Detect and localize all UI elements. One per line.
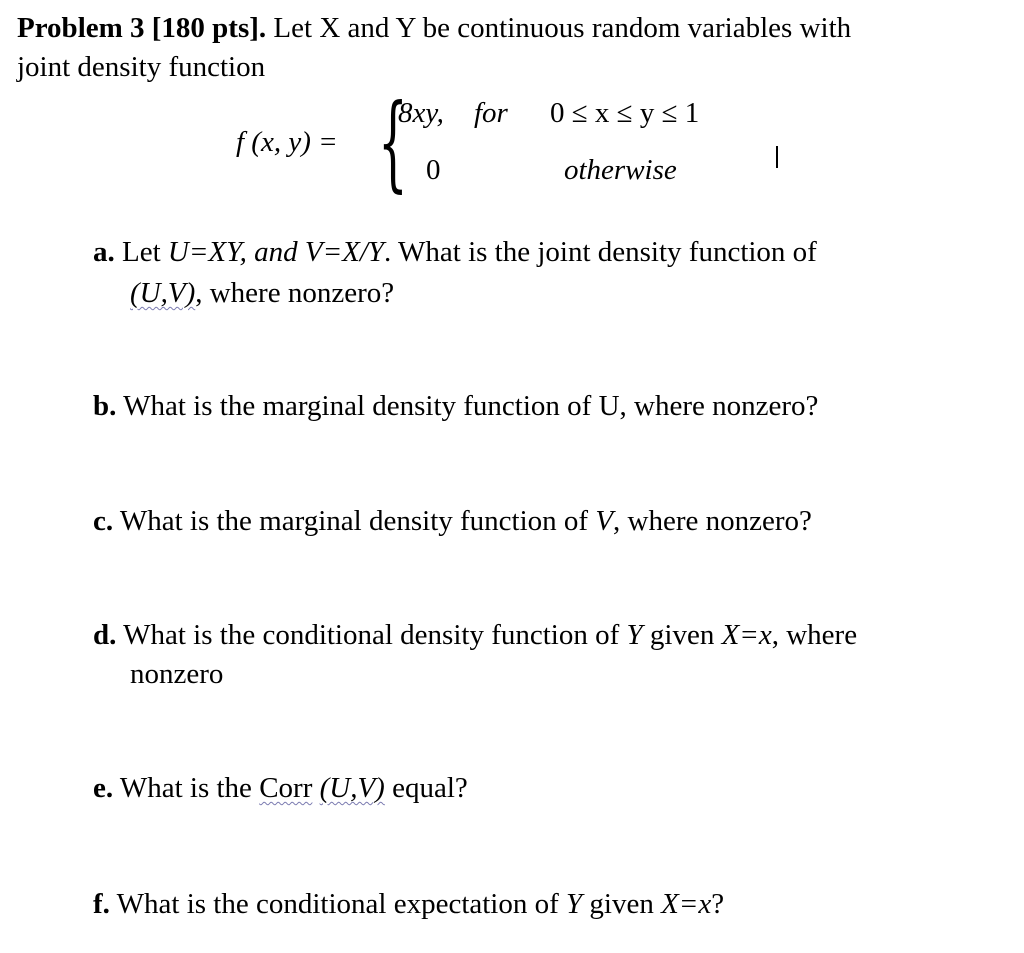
question-c — [93, 507, 812, 536]
question-a-math: U=XY, and V=X/Y — [167, 236, 385, 268]
question-f-pre: What is the conditional expectation of — [116, 888, 567, 920]
question-d-post: , where — [771, 619, 858, 651]
question-a-line2-post: , where nonzero? — [195, 277, 395, 309]
question-c-post: , where nonzero? — [613, 505, 812, 537]
question-e — [93, 774, 468, 803]
question-a-label: a. — [93, 236, 115, 268]
question-a-line1 — [93, 238, 817, 267]
question-e-pair: (U,V) — [319, 772, 385, 804]
question-f-var: Y — [566, 888, 583, 920]
question-e-post: equal? — [384, 772, 468, 804]
question-d-line1 — [93, 621, 857, 650]
question-f-cond: X=x — [661, 888, 712, 920]
formula-brace: { — [378, 81, 408, 203]
formula-case2-cond: otherwise — [564, 154, 677, 186]
question-f-label: f. — [93, 888, 110, 920]
question-d-mid: given — [642, 619, 722, 651]
formula-case2-expr: 0 — [426, 154, 441, 186]
question-a-pre: Let — [122, 236, 168, 268]
question-a-line2 — [130, 279, 394, 308]
problem-intro-text: Let X and Y be continuous random variables with — [273, 12, 852, 44]
question-a-pair: (U,V) — [130, 277, 196, 309]
question-c-var: V — [595, 505, 614, 537]
question-e-label: e. — [93, 772, 114, 804]
text-cursor — [776, 146, 778, 168]
question-a-post: . What is the joint density function of — [384, 236, 817, 268]
question-b-label: b. — [93, 390, 117, 422]
question-c-pre: What is the marginal density function of — [119, 505, 596, 537]
question-f — [93, 890, 724, 919]
problem-heading: Problem 3 [180 pts]. — [17, 12, 267, 44]
formula-case1-word: for — [474, 97, 508, 129]
question-c-label: c. — [93, 505, 114, 537]
formula-lhs: f (x, y) = — [236, 126, 338, 158]
question-b — [93, 392, 818, 421]
question-d-label: d. — [93, 619, 117, 651]
question-e-pre: What is the — [119, 772, 260, 804]
formula-case1-expr: 8xy, — [398, 97, 444, 129]
question-e-corr: Corr — [259, 772, 313, 804]
question-d-var: Y — [626, 619, 643, 651]
question-d-pre: What is the conditional density function of — [123, 619, 627, 651]
question-f-post: ? — [711, 888, 725, 920]
question-d-line2: nonzero — [130, 658, 224, 690]
question-b-text: What is the marginal density function of U, where nonzero? — [123, 390, 819, 422]
formula-case1-cond: 0 ≤ x ≤ y ≤ 1 — [550, 97, 700, 129]
question-f-mid: given — [582, 888, 662, 920]
problem-intro-line1 — [17, 14, 851, 43]
question-d-cond: X=x — [721, 619, 772, 651]
problem-intro-line2: joint density function — [17, 51, 266, 83]
